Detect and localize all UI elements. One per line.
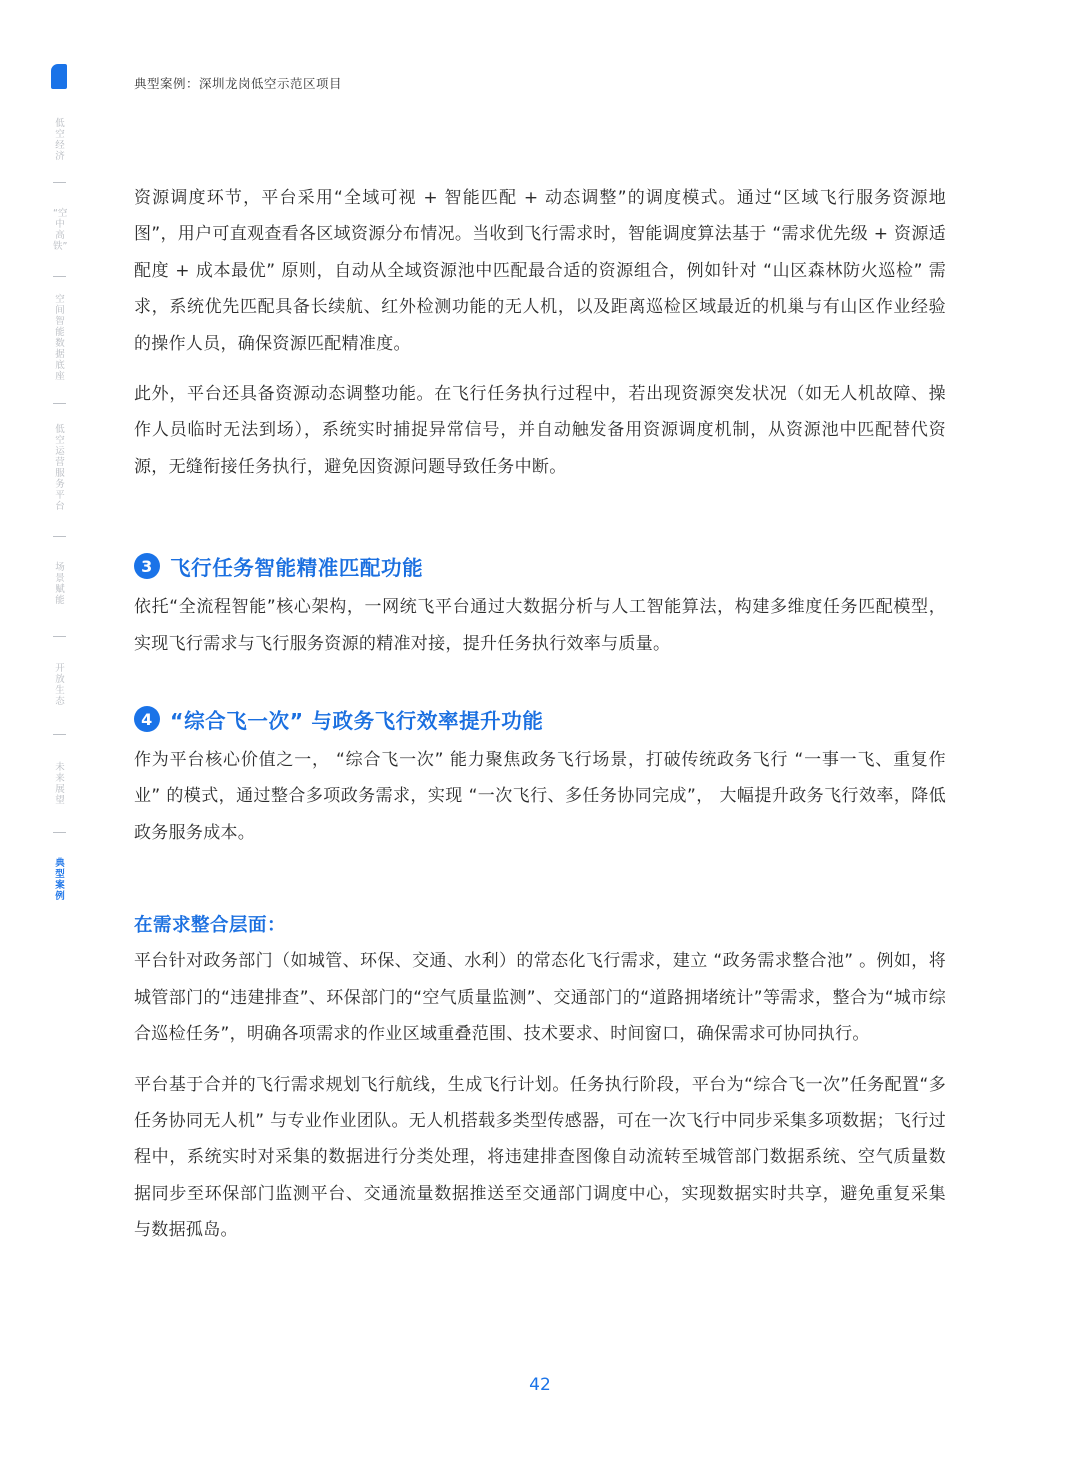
side-nav-divider (53, 636, 66, 637)
page-number: 42 (529, 1375, 551, 1395)
side-nav-item-sky-railway[interactable]: “空中高铁” (53, 208, 68, 252)
side-nav-divider (53, 832, 66, 833)
side-nav-item-data-foundation[interactable]: 空间智能数据底座 (55, 294, 65, 382)
side-nav-item-low-altitude-economy[interactable]: 低空经济 (55, 118, 65, 162)
side-nav-divider (53, 734, 66, 735)
section-title: “综合飞一次” 与政务飞行效率提升功能 (170, 709, 544, 734)
section-title: 飞行任务智能精准匹配功能 (170, 556, 424, 581)
side-nav-item-typical-cases[interactable]: 典型案例 (55, 858, 65, 902)
side-nav-item-future-outlook[interactable]: 未来展望 (55, 762, 65, 806)
paragraph-task-matching: 依托“全流程智能”核心架构，一网统飞平台通过大数据分析与人工智能算法，构建多维度任务匹配模型，实现飞行需求与飞行服务资源的精准对接，提升任务执行效率与质量。 (134, 597, 946, 654)
side-nav-item-operation-platform[interactable]: 低空运营服务平台 (55, 424, 65, 512)
paragraph-resource-scheduling: 资源调度环节，平台采用“全域可视 + 智能匹配 + 动态调整”的调度模式。通过“区域飞行服务资源地图”，用户可直观查看各区域资源分布情况。当收到飞行需求时，智能调度算法基于 “需求优先级 + 资源适配度 + 成本最优” 原则，自动从全域资源池中匹配最合适的资源组合，例如针对 “山区森林防火巡检” 需求，系统优先匹配具备长续航、红外检测功能的无人机，以及距离巡检区域最近的机巢与有山区作业经验的操作人员，确保资源匹配精准度。 (134, 188, 946, 354)
header-title: 典型案例：深圳龙岗低空示范区项目 (134, 76, 343, 91)
section-heading-4 (134, 704, 946, 734)
section-number-badge: 3 (134, 553, 160, 579)
subheading-demand-integration: 在需求整合层面： (134, 915, 287, 937)
side-nav-item-open-ecosystem[interactable]: 开放生态 (55, 663, 65, 707)
paragraph-dynamic-adjustment: 此外，平台还具备资源动态调整功能。在飞行任务执行过程中，若出现资源突发状况（如无人机故障、操作人员临时无法到场），系统实时捕捉异常信号，并自动触发备用资源调度机制，从资源池中匹配替代资源，无缝衔接任务执行，避免因资源问题导致任务中断。 (134, 384, 946, 477)
side-nav-divider (53, 276, 66, 277)
header-accent-tab (51, 64, 67, 89)
section-number-badge: 4 (134, 706, 160, 732)
main-content (134, 180, 946, 1249)
section-heading-3 (134, 551, 946, 581)
side-nav-divider (53, 536, 66, 537)
side-nav-divider (53, 182, 66, 183)
side-nav-item-scenario-empowerment[interactable]: 场景赋能 (55, 562, 65, 606)
paragraph-demand-pool: 平台针对政务部门（如城管、环保、交通、水利）的常态化飞行需求，建立 “政务需求整合池” 。例如，将城管部门的“违建排查”、环保部门的“空气质量监测”、交通部门的“道路拥堵统计”等需求，整合为“城市综合巡检任务”，明确各项需求的作业区域重叠范围、技术要求、时间窗口，确保需求可协同执行。 (134, 951, 946, 1045)
paragraph-flight-planning: 平台基于合并的飞行需求规划飞行航线，生成飞行计划。任务执行阶段，平台为“综合飞一次”任务配置“多任务协同无人机” 与专业作业团队。无人机搭载多类型传感器，可在一次飞行中同步采集多项数据；飞行过程中，系统实时对采集的数据进行分类处理，将违建排查图像自动流转至城管部门数据系统、空气质量数据同步至环保部门监测平台、交通流量数据推送至交通部门调度中心，实现数据实时共享，避免重复采集与数据孤岛。 (134, 1074, 946, 1241)
paragraph-fly-once: 作为平台核心价值之一， “综合飞一次” 能力聚焦政务飞行场景，打破传统政务飞行 “一事一飞、重复作业” 的模式，通过整合多项政务需求，实现 “一次飞行、多任务协同完成”， 大幅提升政务飞行效率，降低政务服务成本。 (134, 750, 946, 843)
side-nav-divider (53, 403, 66, 404)
